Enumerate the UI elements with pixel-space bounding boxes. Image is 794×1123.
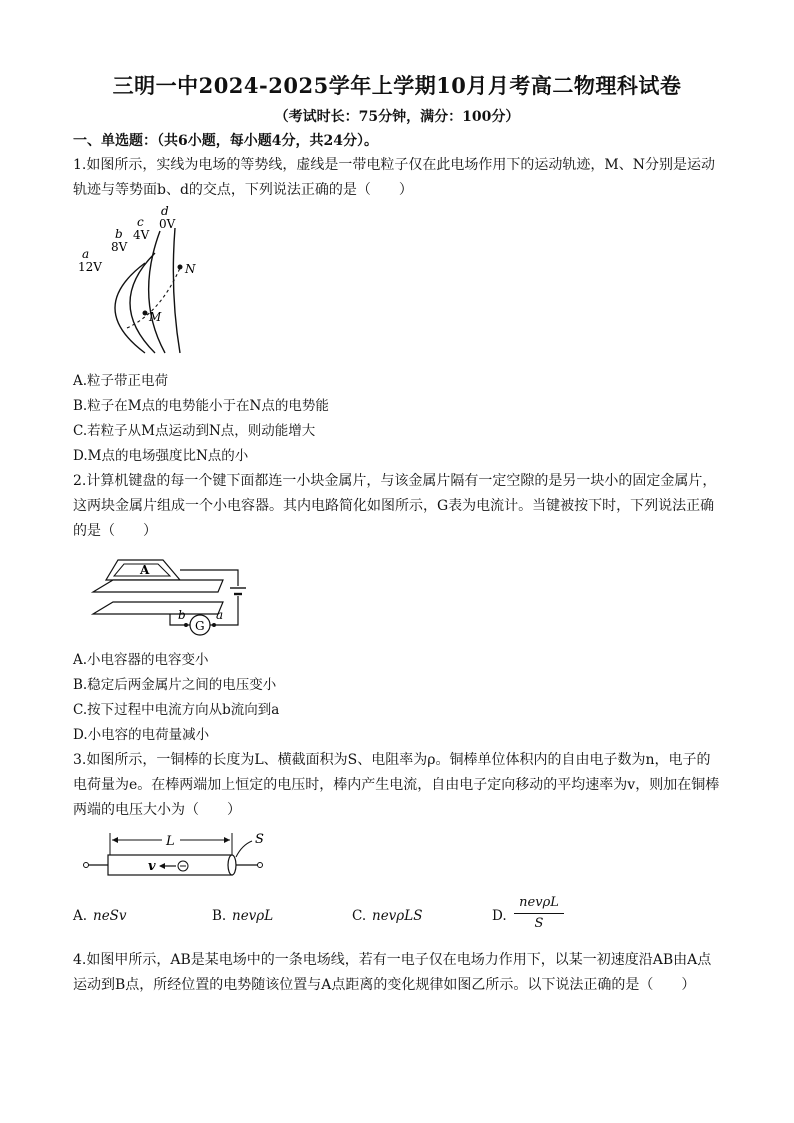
equipotential-line-d bbox=[173, 228, 180, 353]
point-m-dot bbox=[143, 311, 148, 316]
section-heading: 一、单选题：（共6小题，每小题4分，共24分）。 bbox=[73, 133, 378, 149]
area-pointer bbox=[236, 841, 252, 857]
label-b: b bbox=[115, 227, 123, 241]
copper-rod bbox=[108, 855, 232, 875]
label-n: N bbox=[185, 262, 196, 276]
upper-plate bbox=[93, 580, 223, 592]
point-n-dot bbox=[178, 265, 183, 270]
point-a-dot bbox=[212, 623, 216, 627]
label-4v: 4V bbox=[133, 228, 150, 242]
q3-option-b-expr: nevρL bbox=[232, 908, 274, 924]
q2-keyboard-capacitor-figure bbox=[88, 550, 258, 640]
velocity-label: v bbox=[148, 859, 156, 874]
q2-option-b: B.稳定后两金属片之间的电压变小 bbox=[73, 677, 277, 693]
q3-option-b-letter: B. bbox=[212, 908, 227, 924]
q1-option-b: B.粒子在M点的电势能小于在N点的电势能 bbox=[73, 398, 329, 414]
q3-option-c-letter: C. bbox=[352, 908, 367, 924]
label-b: b bbox=[178, 608, 186, 622]
galvanometer-label: G bbox=[195, 619, 205, 633]
arrowhead-left bbox=[112, 837, 118, 843]
q3-option-d-fraction-bar bbox=[514, 913, 564, 914]
q1-stem-line2: 轨迹与等势面b、d的交点，下列说法正确的是（ ） bbox=[73, 182, 413, 198]
q1-stem-line1: 1.如图所示，实线为电场的等势线，虚线是一带电粒子仅在此电场作用下的运动轨迹，M、N分别是运动 bbox=[73, 157, 715, 173]
equipotential-line-c bbox=[149, 231, 165, 353]
exam-title: 三明一中2024-2025学年上学期10月月考高二物理科试卷 bbox=[112, 73, 682, 98]
area-label: S bbox=[255, 832, 264, 847]
q3-option-a-letter: A. bbox=[73, 908, 88, 924]
q3-option-d-denominator: S bbox=[534, 916, 544, 931]
label-12v: 12V bbox=[78, 260, 102, 274]
q1-option-a: A.粒子带正电荷 bbox=[73, 373, 169, 389]
q1-equipotential-figure bbox=[75, 203, 225, 368]
equipotential-line-b bbox=[130, 253, 155, 353]
q2-stem-line1: 2.计算机键盘的每一个键下面都连一小块金属片，与该金属片隔有一定空隙的是另一块小的固定金属片， bbox=[73, 473, 717, 489]
rod-cross-section bbox=[228, 855, 236, 875]
q1-option-c: C.若粒子从M点运动到N点，则动能增大 bbox=[73, 423, 316, 439]
q2-option-a: A.小电容器的电容变小 bbox=[73, 652, 209, 668]
q3-option-d-numerator: nevρL bbox=[519, 895, 559, 910]
exam-subtitle: （考试时长：75分钟，满分：100分） bbox=[274, 109, 520, 125]
length-label: L bbox=[166, 834, 175, 849]
q1-option-d: D.M点的电场强度比N点的小 bbox=[73, 448, 249, 464]
q2-stem-line3: 的是（ ） bbox=[73, 523, 157, 539]
label-m: M bbox=[149, 310, 162, 324]
label-0v: 0V bbox=[159, 217, 176, 231]
q2-option-d: D.小电容的电荷量减小 bbox=[73, 727, 210, 743]
q4-stem-line1: 4.如图甲所示，AB是某电场中的一条电场线，若有一电子仅在电场力作用下，以某一初速度沿AB由A点 bbox=[73, 952, 712, 968]
q3-stem-line2: 电荷量为e。在棒两端加上恒定的电压时，棒内产生电流，自由电子定向移动的平均速率为v，则加在铜棒 bbox=[73, 777, 720, 793]
q3-stem-line3: 两端的电压大小为（ ） bbox=[73, 802, 241, 818]
terminal-left bbox=[84, 863, 89, 868]
arrowhead-right bbox=[224, 837, 230, 843]
label-8v: 8V bbox=[111, 240, 128, 254]
q3-option-d-letter: D. bbox=[492, 908, 507, 924]
point-b-dot bbox=[184, 623, 188, 627]
label-c: c bbox=[137, 215, 144, 229]
q3-copper-rod-figure bbox=[80, 825, 280, 880]
label-d: d bbox=[161, 204, 169, 218]
q3-option-a-expr: neSv bbox=[93, 908, 127, 924]
q4-stem-line2: 运动到B点，所经位置的电势随该位置与A点距离的变化规律如图乙所示。以下说法正确的是（ ） bbox=[73, 977, 696, 993]
q2-option-c: C.按下过程中电流方向从b流向到a bbox=[73, 702, 280, 718]
q3-option-c-expr: nevρLS bbox=[372, 908, 423, 924]
q2-stem-line2: 这两块金属片组成一个小电容器。其内电路简化如图所示，G表为电流计。当键被按下时，下列说法正确 bbox=[73, 498, 715, 514]
key-label: A bbox=[140, 563, 150, 577]
terminal-right bbox=[258, 863, 263, 868]
q3-stem-line1: 3.如图所示，一铜棒的长度为L、横截面积为S、电阻率为ρ。铜棒单位体积内的自由电子数为n，电子的 bbox=[73, 752, 711, 768]
label-a: a bbox=[82, 247, 90, 261]
label-a: a bbox=[216, 608, 224, 622]
lower-plate bbox=[93, 602, 223, 614]
